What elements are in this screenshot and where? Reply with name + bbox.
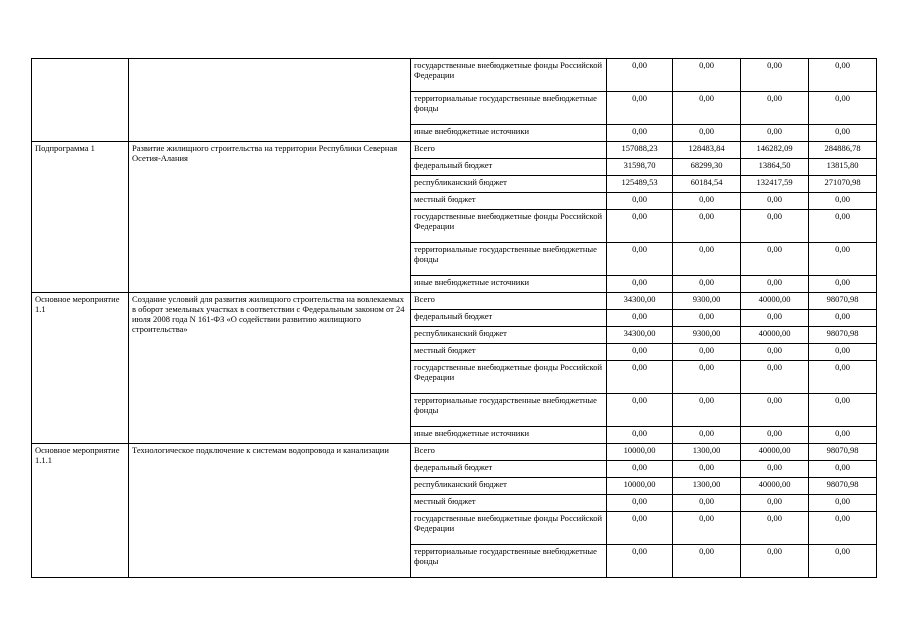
funding-source-cell: республиканский бюджет [411,327,607,344]
amount-cell-year-2: 68299,30 [673,159,741,176]
amount-cell-year-3: 0,00 [741,59,809,92]
program-description-cell: Развитие жилищного строительства на территории Республики Северная Осетия-Алания [129,142,411,293]
amount-cell-year-2: 0,00 [673,193,741,210]
amount-cell-year-4: 98070,98 [809,444,877,461]
amount-cell-year-1: 0,00 [607,512,673,545]
table-row [32,293,877,310]
amount-cell-year-1: 0,00 [607,193,673,210]
amount-cell-year-3: 0,00 [741,512,809,545]
amount-cell-year-3: 0,00 [741,361,809,394]
funding-source-cell: республиканский бюджет [411,478,607,495]
amount-cell-year-1: 0,00 [607,125,673,142]
amount-cell-year-3: 0,00 [741,243,809,276]
amount-cell-year-3: 13864,50 [741,159,809,176]
program-code-cell: Основное мероприятие 1.1 [32,293,129,444]
funding-source-cell: федеральный бюджет [411,159,607,176]
amount-cell-year-4: 0,00 [809,193,877,210]
amount-cell-year-4: 0,00 [809,344,877,361]
amount-cell-year-2: 9300,00 [673,327,741,344]
funding-source-cell: местный бюджет [411,344,607,361]
table-row [32,444,877,461]
amount-cell-year-1: 34300,00 [607,293,673,310]
amount-cell-year-1: 34300,00 [607,327,673,344]
amount-cell-year-4: 0,00 [809,310,877,327]
amount-cell-year-1: 0,00 [607,495,673,512]
program-code-cell [32,59,129,142]
program-description-cell: Создание условий для развития жилищного строительства на вовлекаемых в оборот земельных участках в соответствии с Федеральным законом от 24 июля 2008 года N 161-ФЗ «О содействии развитию жилищного строительства» [129,293,411,444]
amount-cell-year-2: 0,00 [673,495,741,512]
amount-cell-year-3: 0,00 [741,545,809,578]
amount-cell-year-4: 0,00 [809,361,877,394]
funding-source-cell: территориальные государственные внебюджетные фонды [411,243,607,276]
amount-cell-year-4: 0,00 [809,243,877,276]
amount-cell-year-3: 146282,09 [741,142,809,159]
funding-source-cell: территориальные государственные внебюджетные фонды [411,545,607,578]
amount-cell-year-1: 0,00 [607,243,673,276]
amount-cell-year-3: 0,00 [741,344,809,361]
amount-cell-year-2: 0,00 [673,210,741,243]
amount-cell-year-4: 13815,80 [809,159,877,176]
amount-cell-year-2: 0,00 [673,125,741,142]
funding-source-cell: федеральный бюджет [411,310,607,327]
amount-cell-year-4: 98070,98 [809,293,877,310]
amount-cell-year-1: 0,00 [607,276,673,293]
amount-cell-year-1: 125489,53 [607,176,673,193]
amount-cell-year-2: 0,00 [673,344,741,361]
amount-cell-year-2: 9300,00 [673,293,741,310]
amount-cell-year-1: 0,00 [607,344,673,361]
amount-cell-year-4: 284886,78 [809,142,877,159]
funding-source-cell: иные внебюджетные источники [411,427,607,444]
amount-cell-year-3: 0,00 [741,310,809,327]
amount-cell-year-1: 31598,70 [607,159,673,176]
amount-cell-year-1: 0,00 [607,310,673,327]
amount-cell-year-4: 0,00 [809,276,877,293]
amount-cell-year-1: 0,00 [607,427,673,444]
amount-cell-year-4: 271070,98 [809,176,877,193]
amount-cell-year-1: 0,00 [607,545,673,578]
amount-cell-year-2: 0,00 [673,461,741,478]
table-body [32,59,877,578]
funding-source-cell: Всего [411,293,607,310]
funding-source-cell: иные внебюджетные источники [411,276,607,293]
amount-cell-year-2: 0,00 [673,361,741,394]
amount-cell-year-2: 0,00 [673,276,741,293]
amount-cell-year-1: 0,00 [607,92,673,125]
funding-source-cell: местный бюджет [411,495,607,512]
amount-cell-year-3: 0,00 [741,193,809,210]
amount-cell-year-4: 0,00 [809,92,877,125]
amount-cell-year-2: 128483,84 [673,142,741,159]
amount-cell-year-2: 0,00 [673,394,741,427]
amount-cell-year-4: 0,00 [809,210,877,243]
amount-cell-year-4: 0,00 [809,59,877,92]
program-description-cell [129,59,411,142]
amount-cell-year-2: 0,00 [673,512,741,545]
amount-cell-year-2: 60184,54 [673,176,741,193]
amount-cell-year-2: 0,00 [673,92,741,125]
amount-cell-year-1: 157088,23 [607,142,673,159]
amount-cell-year-4: 0,00 [809,427,877,444]
funding-source-cell: Всего [411,142,607,159]
amount-cell-year-3: 0,00 [741,92,809,125]
financing-table [31,58,877,578]
amount-cell-year-3: 132417,59 [741,176,809,193]
amount-cell-year-3: 0,00 [741,427,809,444]
amount-cell-year-1: 10000,00 [607,444,673,461]
amount-cell-year-4: 0,00 [809,545,877,578]
funding-source-cell: государственные внебюджетные фонды Российской Федерации [411,361,607,394]
amount-cell-year-3: 40000,00 [741,327,809,344]
funding-source-cell: государственные внебюджетные фонды Российской Федерации [411,512,607,545]
amount-cell-year-1: 0,00 [607,59,673,92]
funding-source-cell: местный бюджет [411,193,607,210]
amount-cell-year-3: 0,00 [741,125,809,142]
amount-cell-year-2: 1300,00 [673,478,741,495]
amount-cell-year-2: 1300,00 [673,444,741,461]
amount-cell-year-3: 0,00 [741,276,809,293]
amount-cell-year-2: 0,00 [673,310,741,327]
amount-cell-year-2: 0,00 [673,243,741,276]
amount-cell-year-4: 0,00 [809,512,877,545]
funding-source-cell: иные внебюджетные источники [411,125,607,142]
table-row [32,59,877,92]
funding-source-cell: государственные внебюджетные фонды Российской Федерации [411,210,607,243]
amount-cell-year-3: 0,00 [741,495,809,512]
amount-cell-year-4: 0,00 [809,495,877,512]
amount-cell-year-1: 0,00 [607,394,673,427]
program-code-cell: Подпрограмма 1 [32,142,129,293]
amount-cell-year-4: 0,00 [809,461,877,478]
amount-cell-year-2: 0,00 [673,59,741,92]
amount-cell-year-2: 0,00 [673,427,741,444]
amount-cell-year-3: 40000,00 [741,444,809,461]
funding-source-cell: Всего [411,444,607,461]
amount-cell-year-3: 0,00 [741,461,809,478]
amount-cell-year-1: 10000,00 [607,478,673,495]
amount-cell-year-4: 0,00 [809,125,877,142]
amount-cell-year-2: 0,00 [673,545,741,578]
amount-cell-year-3: 40000,00 [741,478,809,495]
funding-source-cell: федеральный бюджет [411,461,607,478]
funding-source-cell: территориальные государственные внебюджетные фонды [411,92,607,125]
amount-cell-year-3: 40000,00 [741,293,809,310]
funding-source-cell: территориальные государственные внебюджетные фонды [411,394,607,427]
program-description-cell: Технологическое подключение к системам водопровода и канализации [129,444,411,578]
amount-cell-year-1: 0,00 [607,210,673,243]
funding-source-cell: государственные внебюджетные фонды Российской Федерации [411,59,607,92]
table-row [32,142,877,159]
amount-cell-year-3: 0,00 [741,210,809,243]
amount-cell-year-3: 0,00 [741,394,809,427]
funding-source-cell: республиканский бюджет [411,176,607,193]
amount-cell-year-1: 0,00 [607,361,673,394]
amount-cell-year-4: 98070,98 [809,327,877,344]
amount-cell-year-1: 0,00 [607,461,673,478]
amount-cell-year-4: 0,00 [809,394,877,427]
amount-cell-year-4: 98070,98 [809,478,877,495]
program-code-cell: Основное мероприятие 1.1.1 [32,444,129,578]
